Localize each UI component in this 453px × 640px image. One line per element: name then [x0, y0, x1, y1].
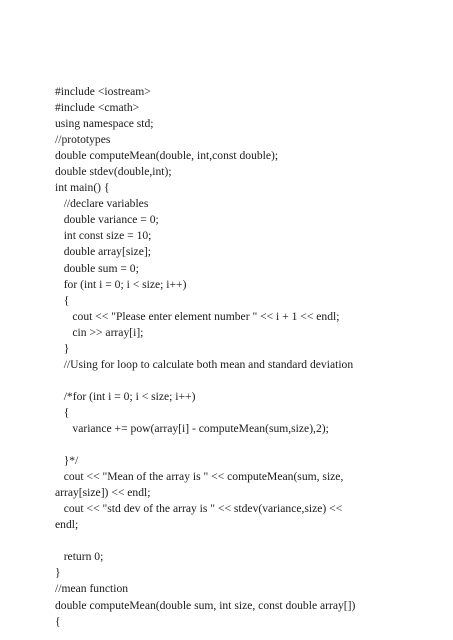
code-line: int main() { — [55, 181, 110, 195]
code-line: double sum = 0; — [55, 261, 139, 275]
code-line: /*for (int i = 0; i < size; i++) — [55, 389, 196, 403]
code-line: double variance = 0; — [55, 213, 159, 227]
code-line: int const size = 10; — [55, 229, 152, 243]
code-line: for (int i = 0; i < size; i++) — [55, 277, 187, 291]
code-line: return 0; — [55, 550, 104, 564]
code-listing — [55, 84, 445, 630]
code-line: //Using for loop to calculate both mean and standard deviation — [55, 357, 354, 371]
code-line: } — [55, 566, 61, 580]
code-line: endl; — [55, 518, 79, 532]
code-line: { — [55, 405, 70, 419]
code-line: double stdev(double,int); — [55, 165, 172, 179]
code-line: //mean function — [55, 582, 129, 596]
code-line: { — [55, 293, 70, 307]
code-line: double computeMean(double sum, int size, const double array[]) — [55, 598, 356, 612]
code-line: variance += pow(array[i] - computeMean(sum,size),2); — [55, 421, 329, 435]
code-line: #include <iostream> — [55, 85, 151, 98]
code-line: { — [55, 614, 61, 628]
code-line: using namespace std; — [55, 117, 154, 131]
code-line — [55, 533, 445, 549]
code-line: #include <cmath> — [55, 101, 140, 115]
code-line: }*/ — [55, 454, 79, 468]
code-line: cout << "Mean of the array is " << computeMean(sum, size, — [55, 470, 344, 484]
code-line: cout << "Please enter element number " << i + 1 << endl; — [55, 309, 340, 323]
code-line — [55, 373, 445, 389]
code-line: double computeMean(double, int,const double); — [55, 149, 279, 163]
code-line: cout << "std dev of the array is " << stdev(variance,size) << — [55, 502, 343, 516]
code-line: //prototypes — [55, 133, 111, 147]
code-line — [55, 437, 445, 453]
code-line: //declare variables — [55, 197, 149, 211]
code-line: double array[size]; — [55, 245, 151, 259]
code-line: } — [55, 341, 70, 355]
code-line: cin >> array[i]; — [55, 325, 144, 339]
code-line: array[size]) << endl; — [55, 486, 151, 500]
